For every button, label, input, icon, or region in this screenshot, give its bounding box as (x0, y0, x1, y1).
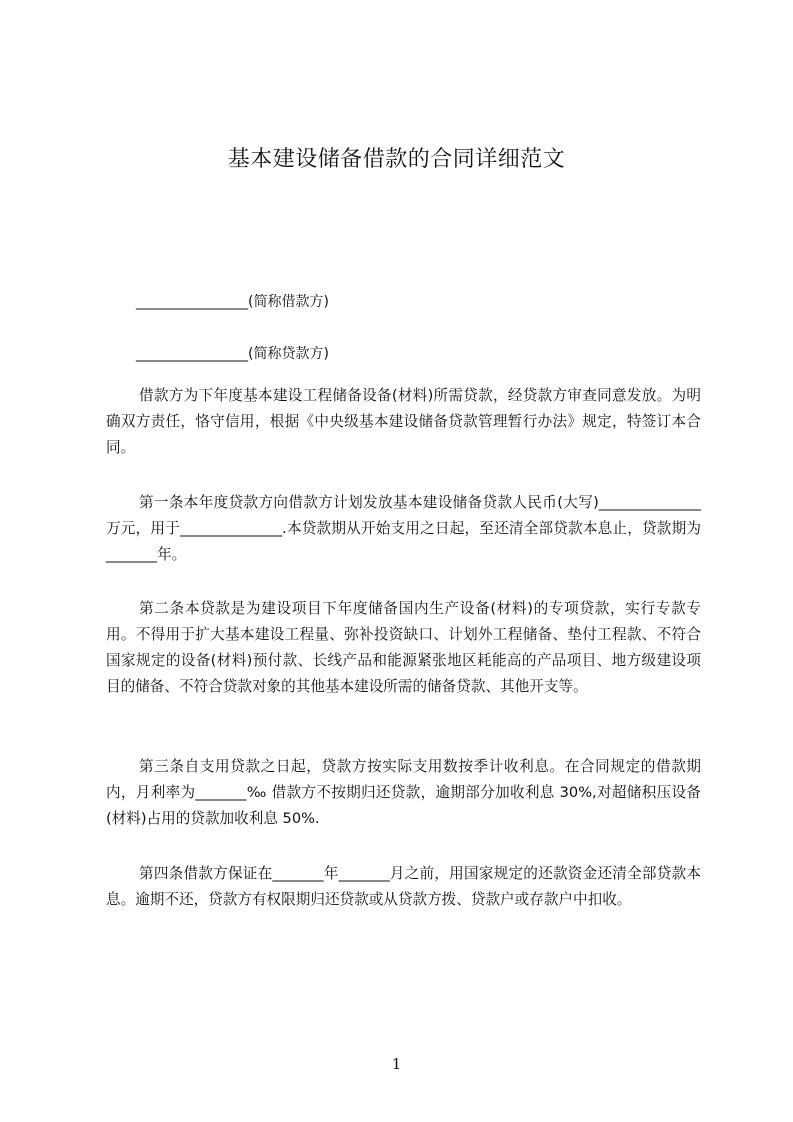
article-2-paragraph: 第二条本贷款是为建设项目下年度储备国内生产设备(材料)的专项贷款，实行专款专用。不得用于扩大基本建设工程量、弥补投资缺口、计划外工程储备、垫付工程款、不符合国家规定的设备(材料)预付款、长线产品和能源紧张地区耗能高的产品项目、地方级建设项目的储备、不符合贷款对象的其他基本建设所需的储备贷款、其他开支等。 (106, 600, 701, 695)
article-3-paragraph: 第三条自支用贷款之日起，贷款方按实际支用数按季计收利息。在合同规定的借款期内，月利率为_______‰ 借款方不按期归还贷款，逾期部分加收利息 30%,对超储积压设备(材料)占用的贷款加收利息 50%. (106, 758, 701, 827)
article-4-paragraph: 第四条借款方保证在_______年_______月之前，用国家规定的还款资金还清全部贷款本息。逾期不还，贷款方有权限期归还贷款或从贷款方拨、贷款户或存款户中扣收。 (106, 865, 701, 908)
page-number: 1 (391, 1055, 402, 1073)
document-title: 基本建设储备借款的合同详细范文 (227, 147, 566, 172)
article-1-paragraph: 第一条本年度贷款方向借款方计划发放基本建设储备贷款人民币(大写)______________万元，用于______________.本贷款期从开始支用之日起，至还清全部贷款本息止，贷款期为_______年。 (106, 494, 701, 563)
preamble-paragraph: 借款方为下年度基本建设工程储备设备(材料)所需贷款，经贷款方审查同意发放。为明确双方责任，恪守信用，根据《中央级基本建设储备贷款管理暂行办法》规定，特签订本合同。 (106, 387, 701, 456)
borrower-line: ________________(简称借款方) (136, 294, 329, 310)
lender-line: ________________(简称贷款方) (136, 346, 329, 362)
